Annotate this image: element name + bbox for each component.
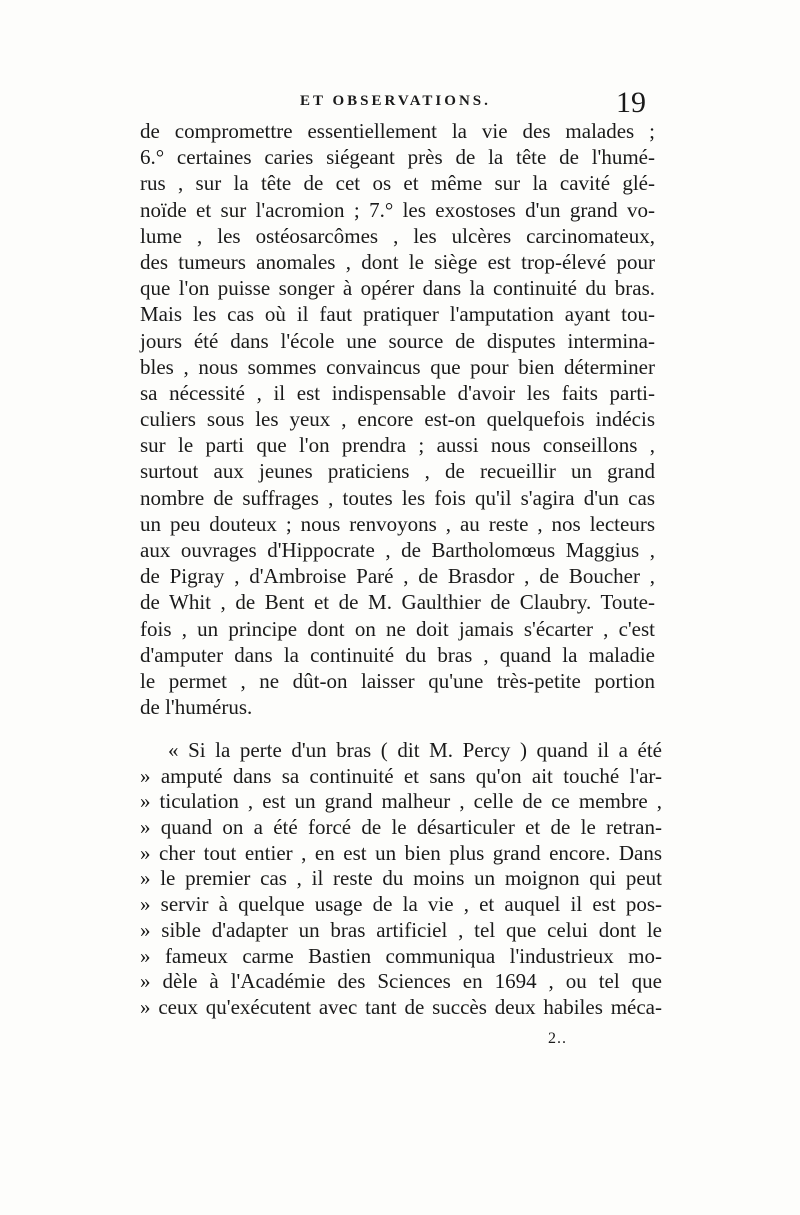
text-line: de l'humérus. [140, 695, 253, 720]
text-line: jours été dans l'école une source de disputes intermina- [140, 328, 655, 353]
text-line: que l'on puisse songer à opérer dans la continuité du bras. [140, 276, 655, 301]
text-line: de compromettre essentiellement la vie des malades ; [140, 119, 655, 143]
text-line: sa nécessité , il est indispensable d'avoir les faits parti- [140, 380, 655, 405]
text-line: surtout aux jeunes praticiens , de recueillir un grand [140, 459, 655, 484]
text-line: des tumeurs anomales , dont le siège est trop-élevé pour [140, 249, 655, 274]
body-paragraph [140, 118, 655, 720]
page-number: 19 [616, 86, 646, 119]
text-line: d'amputer dans la continuité du bras , quand la maladie [140, 642, 655, 667]
text-line: nombre de suffrages , toutes les fois qu'il s'agira d'un cas [140, 485, 655, 510]
quote-line: » ticulation , est un grand malheur , celle de ce membre , [140, 789, 662, 814]
text-line: noïde et sur l'acromion ; 7.° les exostoses d'un grand vo- [140, 197, 655, 222]
percy-quotation [140, 738, 662, 1021]
quote-line: » servir à quelque usage de la vie , et auquel il est pos- [140, 892, 662, 917]
text-line: 6.° certaines caries siégeant près de la tête de l'humé- [140, 145, 655, 170]
quote-line: » quand on a été forcé de le désarticuler et de le retran- [140, 815, 662, 840]
quote-line: » amputé dans sa continuité et sans qu'on ait touché l'ar- [140, 763, 662, 788]
running-title: ET OBSERVATIONS. [300, 93, 491, 109]
text-line: un peu douteux ; nous renvoyons , au reste , nos lecteurs [140, 511, 655, 536]
quote-line: » fameux carme Bastien communiqua l'industrieux mo- [140, 943, 662, 968]
text-line: sur le parti que l'on prendra ; aussi nous conseillons , [140, 433, 655, 458]
text-line: Mais les cas où il faut pratiquer l'amputation ayant tou- [140, 302, 655, 327]
quote-line: » le premier cas , il reste du moins un moignon qui peut [140, 866, 662, 891]
quote-line: « Si la perte d'un bras ( dit M. Percy ) quand il a été [168, 738, 662, 762]
text-line: rus , sur la tête de cet os et même sur la cavité glé- [140, 171, 655, 196]
text-line: aux ouvrages d'Hippocrate , de Bartholomœus Maggius , [140, 538, 655, 562]
quote-line: » dèle à l'Académie des Sciences en 1694 , ou tel que [140, 969, 662, 994]
text-line: culiers sous les yeux , encore est-on quelquefois indécis [140, 407, 655, 432]
text-line: fois , un principe dont on ne doit jamais s'écarter , c'est [140, 616, 655, 641]
quote-line: » ceux qu'exécutent avec tant de succès deux habiles méca- [140, 994, 662, 1019]
quote-line: » cher tout entier , en est un bien plus grand encore. Dans [140, 840, 662, 865]
text-line: de Whit , de Bent et de M. Gaulthier de Claubry. Toute- [140, 590, 655, 615]
quote-line: » sible d'adapter un bras artificiel , tel que celui dont le [140, 917, 662, 942]
text-line: lume , les ostéosarcômes , les ulcères carcinomateux, [140, 223, 655, 248]
signature-mark: 2.. [548, 1030, 567, 1047]
text-line: bles , nous sommes convaincus que pour bien déterminer [140, 354, 655, 379]
text-line: le permet , ne dût-on laisser qu'une très-petite portion [140, 668, 655, 693]
text-line: de Pigray , d'Ambroise Paré , de Brasdor , de Boucher , [140, 564, 655, 589]
